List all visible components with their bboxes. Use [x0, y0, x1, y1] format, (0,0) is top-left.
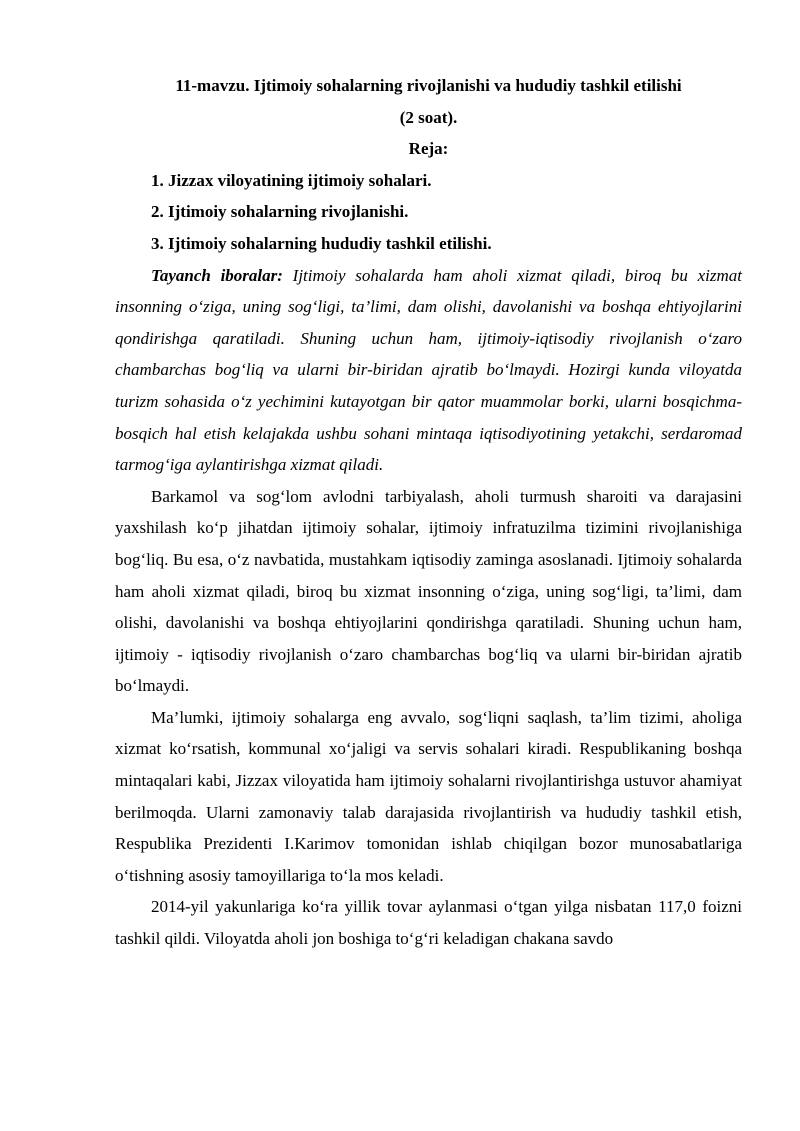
- body-paragraph: 2014-yil yakunlariga ko‘ra yillik tovar aylanmasi o‘tgan yilga nisbatan 117,0 foizni tashkil qildi. Viloyatda aholi jon boshiga to‘g‘ri keladigan chakana savdo: [115, 897, 742, 949]
- document-page: [115, 70, 742, 955]
- plan-list: [115, 165, 742, 260]
- keywords-text: Ijtimoiy sohalarda ham aholi xizmat qiladi, biroq bu xizmat insonning o‘ziga, uning sog‘ligi, ta’limi, dam olishi, davolanishi va boshqa ehtiyojlarini qondirishga qaratiladi. Shuning uchun ham, ijtimoiy-iqtisodiy rivojlanish o‘zaro chambarchas bog‘liq va ularni bir-biridan ajratib bo‘lmaydi. Hozirgi kunda viloyatda turizm sohasida o‘z yechimini kutayotgan bir qator muammolar borki, ularni bosqichma-bosqich hal etish kelajakda ushbu sohani mintaqa iqtisodiyotining yetakchi, serdaromad tarmog‘iga aylantirishga xizmat qiladi.: [115, 265, 742, 475]
- body-paragraph: Barkamol va sog‘lom avlodni tarbiyalash, aholi turmush sharoiti va darajasini yaxshilash ko‘p jihatdan ijtimoiy sohalar, ijtimoiy infratuzilma tizimini rivojlanishiga bog‘liq. Bu esa, o‘z navbatida, mustahkam iqtisodiy zaminga asoslanadi. Ijtimoiy sohalarda ham aholi xizmat qiladi, biroq bu xizmat insonning o‘ziga, uning sog‘ligi, ta’limi, dam olishi, davolanishi va boshqa ehtiyojlarini qondirishga qaratiladi. Shuning uchun ham, ijtimoiy - iqtisodiy rivojlanish o‘zaro chambarchas bog‘liq va ularni bir-biridan ajratib bo‘lmaydi.: [115, 486, 742, 696]
- plan-heading: Reja:: [408, 139, 449, 159]
- plan-item: 3. Ijtimoiy sohalarning hududiy tashkil etilishi.: [151, 233, 492, 253]
- plan-item: 1. Jizzax viloyatining ijtimoiy sohalari.: [151, 170, 432, 190]
- document-title-hours: (2 soat).: [399, 107, 458, 127]
- keywords-paragraph: [115, 260, 742, 481]
- keywords-label: Tayanch iboralar:: [151, 265, 283, 285]
- plan-item: 2. Ijtimoiy sohalarning rivojlanishi.: [151, 202, 409, 222]
- body-paragraph: Ma’lumki, ijtimoiy sohalarga eng avvalo, sog‘liqni saqlash, ta’lim tizimi, aholiga xizmat ko‘rsatish, kommunal xo‘jaligi va servis sohalari kiradi. Respublikaning boshqa mintaqalari kabi, Jizzax viloyatida ham ijtimoiy sohalarni rivojlantirishga ustuvor ahamiyat berilmoqda. Ularni zamonaviy talab darajasida rivojlantirish va hududiy tashkil etish, Respublika Prezidenti I.Karimov tomonidan ishlab chiqilgan bozor munosabatlariga o‘tishning asosiy tamoyillariga to‘la mos keladi.: [115, 707, 742, 885]
- document-title: 11-mavzu. Ijtimoiy sohalarning rivojlanishi va hududiy tashkil etilishi: [175, 76, 682, 95]
